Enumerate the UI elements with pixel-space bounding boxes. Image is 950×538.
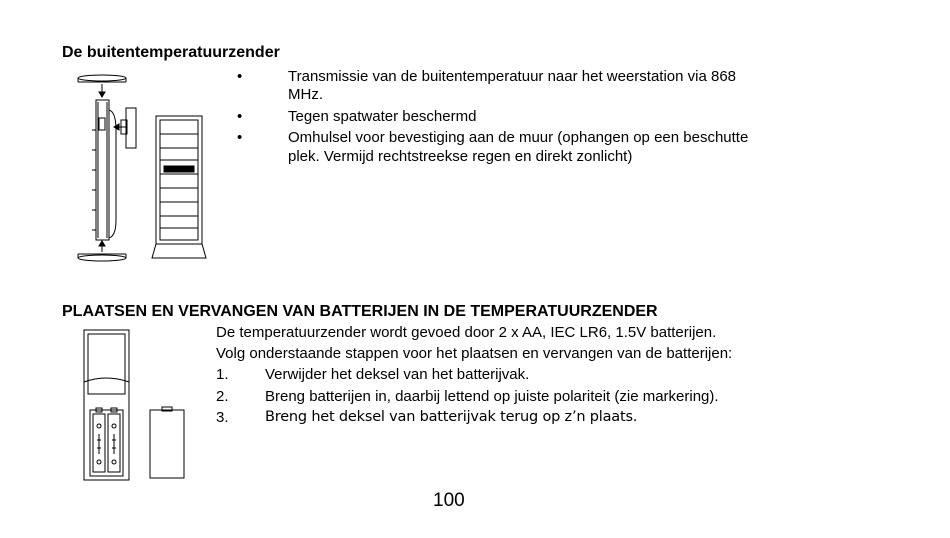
step-text-replace-cover: Breng het deksel van batterijvak terug op z’n plaats. [265, 409, 638, 425]
page-number: 100 [433, 490, 465, 511]
bullet-text-housing-line2: plek. Vermijd rechtstreekse regen en direkt zonlicht) [288, 148, 633, 165]
bullet-marker: • [237, 68, 243, 85]
transmitter-mounting-illustration [76, 70, 216, 265]
bullet-text-housing-line1: Omhulsel voor bevestiging aan de muur (ophangen op een beschutte [288, 129, 749, 146]
bullet-text-transmission-line2: MHz. [288, 86, 323, 103]
bullet-text-splash-protected: Tegen spatwater beschermd [288, 108, 477, 125]
step-text-remove-cover: Verwijder het deksel van het batterijvak. [265, 366, 530, 383]
section-heading-batteries: PLAATSEN EN VERVANGEN VAN BATTERIJEN IN DE TEMPERATUURZENDER [62, 303, 658, 320]
batteries-intro-line2: Volg onderstaande stappen voor het plaatsen en vervangen van de batterijen: [216, 345, 733, 362]
bullet-marker: • [237, 129, 243, 146]
step-number: 2. [216, 388, 229, 405]
step-number: 1. [216, 366, 229, 383]
section-heading-transmitter: De buitentemperatuurzender [62, 44, 280, 61]
bullet-marker: • [237, 108, 243, 125]
bullet-text-transmission-line1: Transmissie van de buitentemperatuur naar het weerstation via 868 [288, 68, 737, 85]
batteries-intro-line1: De temperatuurzender wordt gevoed door 2 x AA, IEC LR6, 1.5V batterijen. [216, 324, 717, 341]
step-text-insert-batteries: Breng batterijen in, daarbij lettend op juiste polariteit (zie markering). [265, 388, 719, 405]
step-number: 3. [216, 409, 229, 426]
battery-compartment-illustration [84, 330, 194, 485]
